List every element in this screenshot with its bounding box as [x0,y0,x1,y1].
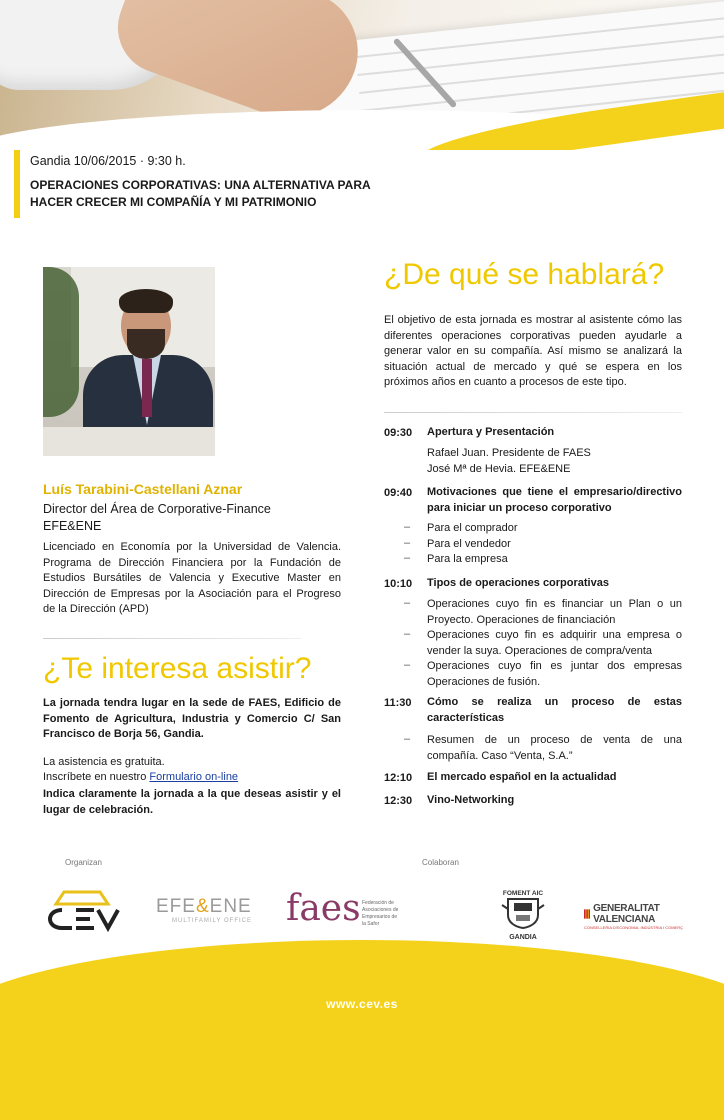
event-date: Gandia 10/06/2015 · 9:30 h. [30,154,186,168]
signup-form-link[interactable]: Formulario on-line [149,771,239,783]
agenda-line: José Mª de Hevia. EFE&ENE [427,463,571,475]
speaker-role: Director del Área de Corporative-Finance [43,502,271,516]
agenda-time: 09:30 [384,427,413,439]
agenda-bullet: Operaciones cuyo fin es financiar un Plan o un Proyecto. Operaciones de financiación [427,598,682,626]
agenda-bullet: Resumen de un proceso de venta de una compañía. Caso “Venta, S.A.” [427,734,682,762]
agenda-title: Vino-Networking [427,794,515,806]
agenda-title: El mercado español en la actualidad [427,771,617,783]
speaker-photo [43,267,215,456]
faes-logo: faes Federación de Asociaciones de Empresarios de la Safor [286,888,399,929]
bullet-dash-icon: – [404,628,411,640]
agenda-bullet: Para el comprador [427,522,518,534]
agenda-time: 09:40 [384,487,413,499]
agenda-time: 12:30 [384,795,413,807]
footer-url[interactable]: www.cev.es [326,997,398,1011]
footer-band [0,940,724,1120]
agenda-title: Cómo se realiza un proceso de estas características [427,696,682,724]
speaker-bio: Licenciado en Economía por la Universidad de Valencia. Programa de Dirección Financiera por la Fundación de Estudios Bursátiles de Valencia y Executive Master en Dirección de Empresas por la Asociación para el Progreso de la Dirección (APD) [43,541,341,615]
collaborators-label: Colaboran [422,858,459,867]
free-attendance: La asistencia es gratuita. [43,756,165,768]
agenda-line: Rafael Juan. Presidente de FAES [427,447,591,459]
signup-line [43,771,238,783]
agenda-time: 10:10 [384,578,413,590]
generalitat-valenciana-logo: GENERALITAT VALENCIANA CONSELLERIA D'ECONOMIA, INDÚSTRIA I COMERÇ [584,903,684,930]
agenda-bullet: Para la empresa [427,553,508,565]
agenda-bullet: Para el vendedor [427,538,511,550]
bullet-dash-icon: – [404,537,411,549]
attend-heading: ¿Te interesa asistir? [43,652,312,685]
bullet-dash-icon: – [404,733,411,745]
agenda-title: Apertura y Presentación [427,426,555,438]
divider [384,412,682,413]
header-accent-bar [14,150,20,218]
cev-logo [42,888,122,932]
speaker-org: EFE&ENE [43,519,102,533]
agenda-time: 12:10 [384,772,413,784]
bullet-dash-icon: – [404,659,411,671]
bullet-dash-icon: – [404,521,411,533]
organizers-label: Organizan [65,858,102,867]
event-title-line-1: OPERACIONES CORPORATIVAS: UNA ALTERNATIVA PARA [30,178,371,192]
objective-text: El objetivo de esta jornada es mostrar al asistente cómo las diferentes operaciones corporativas pueden ayudarle a generar valor en su compañía. Así mismo se analizará la situación actual de mercado y qué se espera en los próximos años en cuanto a procesos de este tipo. [384,314,682,388]
agenda-title: Tipos de operaciones corporativas [427,577,609,589]
hero-image [0,0,724,150]
agenda-title: Motivaciones que tiene el empresario/directivo para iniciar un proceso corporativo [427,486,682,514]
efe-ene-logo: EFE&ENE MULTIFAMILY OFFICE [156,896,253,924]
foment-gandia-logo: FOMENT AIC GANDIA [502,890,544,941]
agenda-bullet: Operaciones cuyo fin es juntar dos empresas Operaciones de fusión. [427,660,682,688]
speaker-name: Luís Tarabini-Castellani Aznar [43,481,243,497]
signup-instructions: Indica claramente la jornada a la que deseas asistir y el lugar de celebración. [43,788,341,816]
divider [43,638,301,639]
event-title-line-2: HACER CRECER MI COMPAÑÍA Y MI PATRIMONIO [30,195,317,209]
bullet-dash-icon: – [404,552,411,564]
signup-prefix: Inscríbete en nuestro [43,771,150,783]
venue-address: La jornada tendra lugar en la sede de FAES, Edificio de Fomento de Agricultura, Industria y Comercio C/ San Francisco de Borja 56, Gandia. [43,697,341,740]
bullet-dash-icon: – [404,597,411,609]
agenda-time: 11:30 [384,697,412,709]
topics-heading: ¿De qué se hablará? [384,258,665,291]
agenda-bullet: Operaciones cuyo fin es adquirir una empresa o vender la suya. Operaciones de compra/venta [427,629,682,657]
